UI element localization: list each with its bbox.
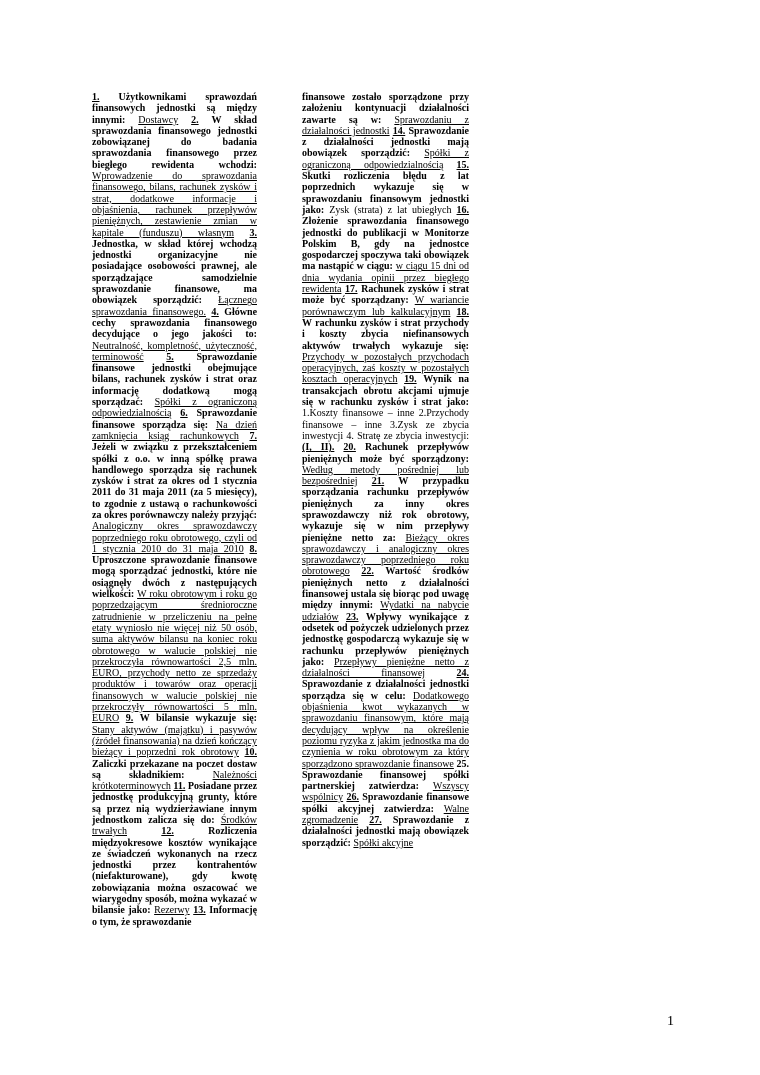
question-number: 25.: [456, 758, 469, 770]
answer-text: Neutralność, kompletność, użyteczność, terminowość: [92, 340, 257, 363]
question-number: 17.: [345, 284, 358, 296]
left-column-text: [92, 92, 257, 928]
question-number: 23.: [346, 611, 359, 623]
right-column-text: [302, 92, 469, 849]
question-number: 26.: [346, 792, 359, 804]
question-text: Posiadane przez jednostkę produkcyjną grunty, które są przez nią wydzierżawiane innym jednostkom zalicza się do:: [92, 781, 258, 826]
answer-text: Łącznego sprawozdania finansowego.: [92, 295, 257, 318]
question-text: Wynik na transakcjach obrotu akcjami ujmuje się w rachunku zysków i strat jako:: [302, 374, 469, 409]
answer-text: Przepływy pieniężne netto z działalności finansowej: [302, 656, 469, 680]
question-number: 2.: [191, 114, 199, 126]
question-text: W przypadku sporządzania rachunku przepływów pieniężnych za inny okres sprawozdawczy niż rok obrotowy, wykazuje się w nim przepływy pieniężne netto za:: [302, 476, 470, 544]
question-number: 10.: [244, 747, 257, 759]
question-number: 15.: [456, 159, 469, 171]
answer-text: Według metody pośredniej lub bezpośredniej: [302, 464, 469, 488]
question-text: Użytkownikami sprawozdań finansowych jednostki są między innymi:: [92, 92, 257, 126]
question-number: 4.: [211, 306, 219, 318]
answer-text: Wprowadzenie do sprawozdania finansowego, bilans, rachunek zysków i strat, dodatkowe informacje i objaśnienia, rachunek przepływów pieniężnych, zestawienie zmian w kapitale (funduszu) własnym: [92, 171, 257, 239]
question-number: 13.: [193, 905, 206, 917]
question-text: Zaliczki przekazane na poczet dostaw są składnikiem:: [92, 758, 257, 781]
question-number: 18.: [456, 306, 469, 318]
question-text: Skutki rozliczenia błędu z lat poprzednich wykazuje się w sprawozdaniu finansowym jednostki jako:: [302, 171, 469, 216]
answer-text: Należności krótkoterminowych: [92, 769, 257, 793]
answer-text: w ciągu 15 dni od dnia wydania opinii przez biegłego rewidenta: [302, 261, 469, 296]
question-number: 22.: [361, 566, 374, 578]
answer-text: Dodatkowego objaśnienia kwot wykazanych w sprawozdaniu finansowym, które mają decydujący wpływ na określenie poziomu ryzyka z jakim jednostka ma do czynienia w roku obrotowym za który sporządzono sprawozdanie finansowe: [302, 690, 469, 770]
answer-text: Spółki z ograniczoną odpowiedzialnością: [92, 397, 258, 420]
question-number: 21.: [371, 476, 385, 488]
question-text: Sprawozdanie finansowe sporządza się:: [92, 408, 258, 431]
answer-text: Środków trwałych: [92, 815, 257, 838]
question-text: Sprawozdanie finansowe spółki akcyjnej zatwierdza:: [302, 792, 469, 815]
question-text: Złożenie sprawozdania finansowego jednostki do publikacji w Monitorze Polskim B, gdy na jednostce gospodarczej spoczywa taki obowiązek ma nastąpić w ciągu:: [302, 216, 469, 273]
answer-text: (I, II).: [302, 442, 335, 454]
question-number: 9.: [125, 713, 134, 725]
page-number: 1: [667, 1014, 674, 1029]
question-text: finansowe zostało sporządzone przy założeniu kontynuacji działalności zawarte są w:: [302, 92, 469, 126]
question-number: 27.: [369, 815, 382, 826]
answer-text: Przychody w pozostałych przychodach operacyjnych, zaś koszty w pozostałych kosztach operacyjnych: [302, 351, 469, 386]
question-number: 5.: [166, 351, 174, 363]
question-text: Główne cechy sprawozdania finansowego decydujące o jego jakości to:: [92, 306, 258, 341]
question-number: 6.: [180, 408, 188, 420]
answer-text: Bieżący okres sprawozdawczy i analogiczny okres sprawozdawczy poprzedniego roku obrotowego: [302, 532, 469, 578]
answer-text: Stany aktywów (majątku) i pasywów (źródeł finansowania) na dzień kończący bieżący i poprzedni rok obrotowy: [92, 724, 257, 759]
question-text: Wpływy wynikające z odsetek od pożyczek udzielonych przez jednostkę gospodarczą wykazuje się w rachunku przepływów pieniężnych jako:: [302, 611, 469, 668]
question-text: Uproszczone sprawozdanie finansowe mogą sporządzać jednostki, które nie osiągnęły dwóch z następujących wielkości:: [92, 555, 257, 601]
answer-text: Spółki z ograniczoną odpowiedzialnością: [302, 148, 469, 171]
question-text: Sprawozdanie z działalności jednostki mają obowiązek sporządzić:: [302, 125, 469, 160]
question-text: Jednostka, w skład której wchodzą jednostki organizacyjne nie posiadające osobowości prawnej, ale sporządzające samodzielnie sprawozdanie finansowe, ma obowiązek sporządzić:: [92, 238, 257, 307]
question-text: Sprawozdanie finansowej spółki partnerskiej zatwierdza:: [302, 769, 469, 793]
answer-text: Wydatki na nabycie udziałów: [302, 600, 469, 623]
question-number: 8.: [249, 543, 258, 555]
question-number: 12.: [161, 826, 174, 838]
answer-text: Na dzień zamknięcia ksiąg rachunkowych: [92, 419, 257, 442]
question-number: 19.: [404, 374, 417, 386]
question-text: Wartość środków pieniężnych netto z działalności finansowej ustala się biorąc pod uwagę między innymi:: [302, 566, 470, 612]
question-number: 11.: [173, 781, 186, 793]
answer-text: Dostawcy: [138, 114, 179, 126]
question-text: W skład sprawozdania finansowego jednostki zobowiązanej do badania sprawozdania finansowego przez biegłego rewidenta wchodzi:: [92, 114, 258, 171]
question-number: 16.: [456, 204, 470, 216]
left-column: [92, 92, 257, 928]
question-number: 20.: [343, 442, 356, 454]
answer-text: 1.Koszty finansowe – inne 2.Przychody finansowe – inne 3.Zysk ze zbycia inwestycji 4. Stratę ze zbycia inwestycji:: [302, 408, 469, 442]
question-text: Sprawozdanie z działalności jednostki sporządza się w celu:: [302, 679, 469, 702]
question-text: W bilansie wykazuje się:: [139, 713, 257, 725]
question-text: Rozliczenia międzyokresowe kosztów wynikające ze świadczeń wykonanych na rzecz jednostki przez kontrahentów (niefakturowane), gdy kwotę zobowiązania można oszacować we wiarygodny sposób, można wykazać w bilansie jako:: [92, 826, 257, 917]
right-column: [302, 92, 469, 849]
question-text: Sprawozdanie z działalności jednostki mają obowiązek sporządzić:: [302, 815, 470, 849]
question-number: 3.: [249, 227, 257, 239]
question-text: Rachunek przepływów pieniężnych może być sporządzony:: [302, 442, 470, 465]
answer-text: Walne zgromadzenie: [302, 803, 469, 826]
question-text: Jeżeli w związku z przekształceniem spółki z o.o. w inną spółkę prawa handlowego sporządza się rachunek zysków i strat za okres od 1 stycznia 2011 do 31 maja 2011 (za 5 miesięcy), to zgodnie z ustawą o rachunkowości za okres porównawczy należy przyjąć:: [92, 442, 257, 521]
question-number: 7.: [249, 430, 257, 442]
question-number: 24.: [456, 668, 470, 680]
question-text: Informację o tym, że sprawozdanie: [92, 905, 258, 928]
answer-text: W wariancie porównawczym lub kalkulacyjnym: [302, 295, 469, 318]
question-text: W rachunku zysków i strat przychody i koszty zbycia niefinansowych aktywów trwałych wykazuje się:: [302, 317, 469, 352]
answer-text: Spółki akcyjne: [353, 837, 414, 849]
answer-text: Sprawozdaniu z działalności jednostki: [302, 114, 469, 137]
answer-text: Wszyscy wspólnicy: [302, 781, 469, 804]
answer-text: Analogiczny okres sprawozdawczy poprzedniego roku obrotowego, czyli od 1 stycznia 2010 do 31 maja 2010: [92, 521, 257, 555]
question-number: 1.: [92, 92, 100, 103]
question-number: 14.: [392, 125, 406, 137]
question-text: Rachunek zysków i strat może być sporządzany:: [302, 284, 470, 307]
answer-text: W roku obrotowym i roku go poprzedzającym średnioroczne zatrudnienie w przeliczeniu na pełne etaty wyniosło nie więcej niż 50 osób, suma aktywów bilansu na koniec roku obrotowego w walucie polskiej nie przekroczyła równowartości 2,5 mln. EURO, przychody netto ze sprzedaży produktów i towarów oraz operacji finansowych w walucie polskiej nie przekroczyły równowartości 5 mln. EURO: [92, 589, 257, 725]
question-text: Sprawozdanie finansowe jednostki obejmujące bilans, rachunek zysków i strat oraz informację dodatkową mogą sporządzać:: [92, 351, 257, 409]
answer-text: Zysk (strata) z lat ubiegłych: [329, 204, 452, 216]
answer-text: Rezerwy: [154, 905, 190, 917]
